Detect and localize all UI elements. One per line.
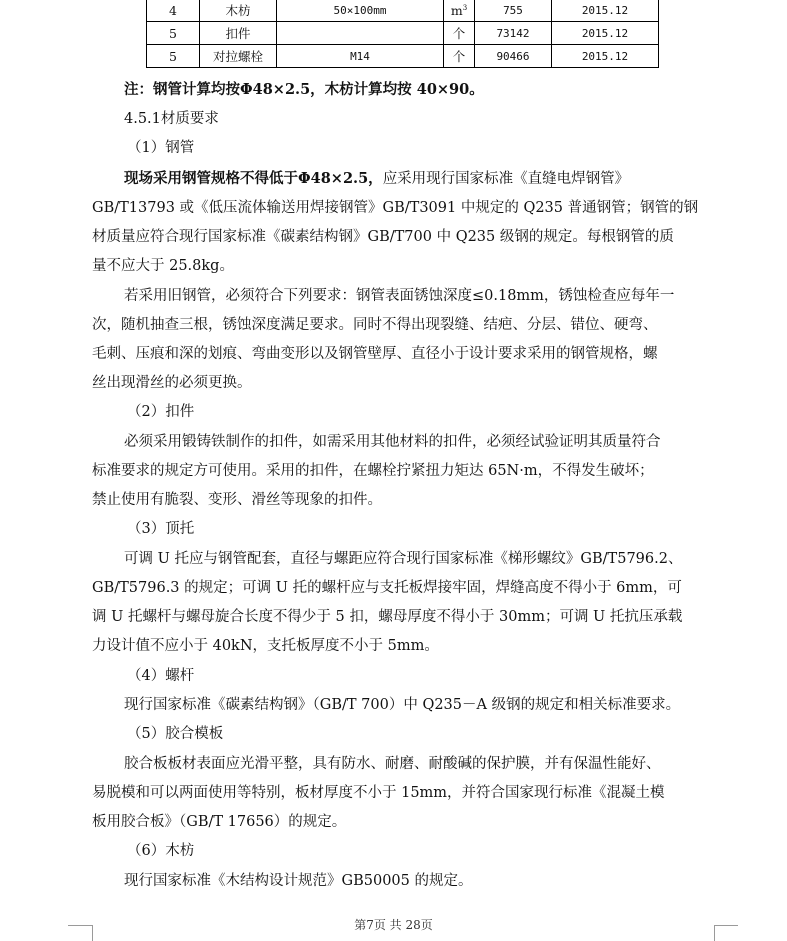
- steel-bold-phrase: 现场采用钢管规格不得低于Φ48×2.5，: [124, 170, 383, 187]
- fastener-paragraph-line: 禁止使用有脆裂、变形、滑丝等现象的扣件。: [92, 492, 382, 508]
- table-cell-spec: [277, 22, 444, 45]
- steel-heading: （1）钢管: [127, 140, 195, 156]
- steel-paragraph-line: 毛刺、压痕和深的划痕、弯曲变形以及钢管壁厚、直径小于设计要求采用的钢管规格，螺: [92, 346, 658, 362]
- fastener-paragraph-line: 标准要求的规定方可使用。采用的扣件，在螺栓拧紧扭力矩达 65N·m，不得发生破坏；: [92, 463, 654, 479]
- table-row: [147, 0, 659, 22]
- steel-paragraph-line: 若采用旧钢管，必须符合下列要求：钢管表面锈蚀深度≤0.18mm，锈蚀检查应每年一: [124, 288, 675, 304]
- table-cell-name: 扣件: [200, 22, 277, 45]
- steel-paragraph-line: 现场采用钢管规格不得低于Φ48×2.5，应采用现行国家标准《直缝电焊钢管》: [124, 170, 630, 187]
- steel-paragraph-line: 量不应大于 25.8kg。: [92, 258, 234, 274]
- table-cell-qty: 73142: [475, 22, 552, 45]
- screw-paragraph-line: 现行国家标准《碳素结构钢》（GB/T 700）中 Q235－A 级钢的规定和相关标准要求。: [124, 697, 681, 713]
- plywood-paragraph-line: 易脱模和可以两面使用等特别，板材厚度不小于 15mm，并符合国家现行标准《混凝土模: [92, 785, 665, 801]
- plywood-heading: （5）胶合模板: [127, 726, 224, 742]
- table-cell-date: 2015.12: [552, 0, 659, 22]
- steel-paragraph-line: 丝出现滑丝的必须更换。: [92, 375, 252, 391]
- jack-paragraph-line: 力设计值不应小于 40kN，支托板厚度不小于 5mm。: [92, 638, 439, 654]
- table-cell-unit: $m^3$: [444, 0, 475, 22]
- steel-paragraph-line: 次，随机抽查三根，锈蚀深度满足要求。同时不得出现裂缝、结疤、分层、错位、硬弯、: [92, 317, 658, 333]
- table-cell-spec: M14: [277, 45, 444, 68]
- timber-paragraph-line: 现行国家标准《木结构设计规范》GB50005 的规定。: [124, 873, 473, 889]
- materials-table: [146, 0, 659, 68]
- table-cell-date: 2015.12: [552, 22, 659, 45]
- table-cell-unit: 个: [444, 45, 475, 68]
- screw-heading: （4）螺杆: [127, 668, 195, 684]
- plywood-paragraph-line: 板用胶合板》（GB/T 17656）的规定。: [92, 814, 347, 830]
- jack-paragraph-line: 可调 U 托应与钢管配套，直径与螺距应符合现行国家标准《梯形螺纹》GB/T5796.2、: [124, 551, 683, 567]
- jack-heading: （3）顶托: [127, 521, 195, 537]
- steel-paragraph-line: 材质量应符合现行国家标准《碳素结构钢》GB/T700 中 Q235 级钢的规定。每根钢管的质: [92, 229, 674, 245]
- table-row: [147, 45, 659, 68]
- section-title: 4.5.1材质要求: [124, 111, 219, 127]
- plywood-paragraph-line: 胶合板板材表面应光滑平整，具有防水、耐磨、耐酸碱的保护膜，并有保温性能好、: [124, 756, 661, 772]
- table-cell-spec: 50×100mm: [277, 0, 444, 22]
- table-cell-date: 2015.12: [552, 45, 659, 68]
- table-cell-qty: 90466: [475, 45, 552, 68]
- jack-paragraph-line: GB/T5796.3 的规定；可调 U 托的螺杆应与支托板焊接牢固，焊缝高度不得小于 6mm，可: [92, 580, 682, 596]
- fastener-paragraph-line: 必须采用锻铸铁制作的扣件，如需采用其他材料的扣件，必须经试验证明其质量符合: [124, 434, 661, 450]
- table-cell-no: 5: [147, 22, 200, 45]
- steel-paragraph-line: GB/T13793 或《低压流体输送用焊接钢管》GB/T3091 中规定的 Q235 普通钢管；钢管的钢: [92, 200, 699, 216]
- page-footer: 第7页 共 28页: [354, 918, 433, 932]
- note-line: 注：钢管计算均按Φ48×2.5，木枋计算均按 40×90。: [124, 81, 484, 98]
- table-cell-no: 5: [147, 45, 200, 68]
- table-cell-no: 4: [147, 0, 200, 22]
- table-cell-name: 木枋: [200, 0, 277, 22]
- timber-heading: （6）木枋: [127, 843, 195, 859]
- table-cell-qty: 755: [475, 0, 552, 22]
- table-row: [147, 22, 659, 45]
- table-cell-unit: 个: [444, 22, 475, 45]
- fastener-heading: （2）扣件: [127, 404, 195, 420]
- table-cell-name: 对拉螺栓: [200, 45, 277, 68]
- jack-paragraph-line: 调 U 托螺杆与螺母旋合长度不得少于 5 扣，螺母厚度不得小于 30mm；可调 U 托抗压承载: [92, 609, 683, 625]
